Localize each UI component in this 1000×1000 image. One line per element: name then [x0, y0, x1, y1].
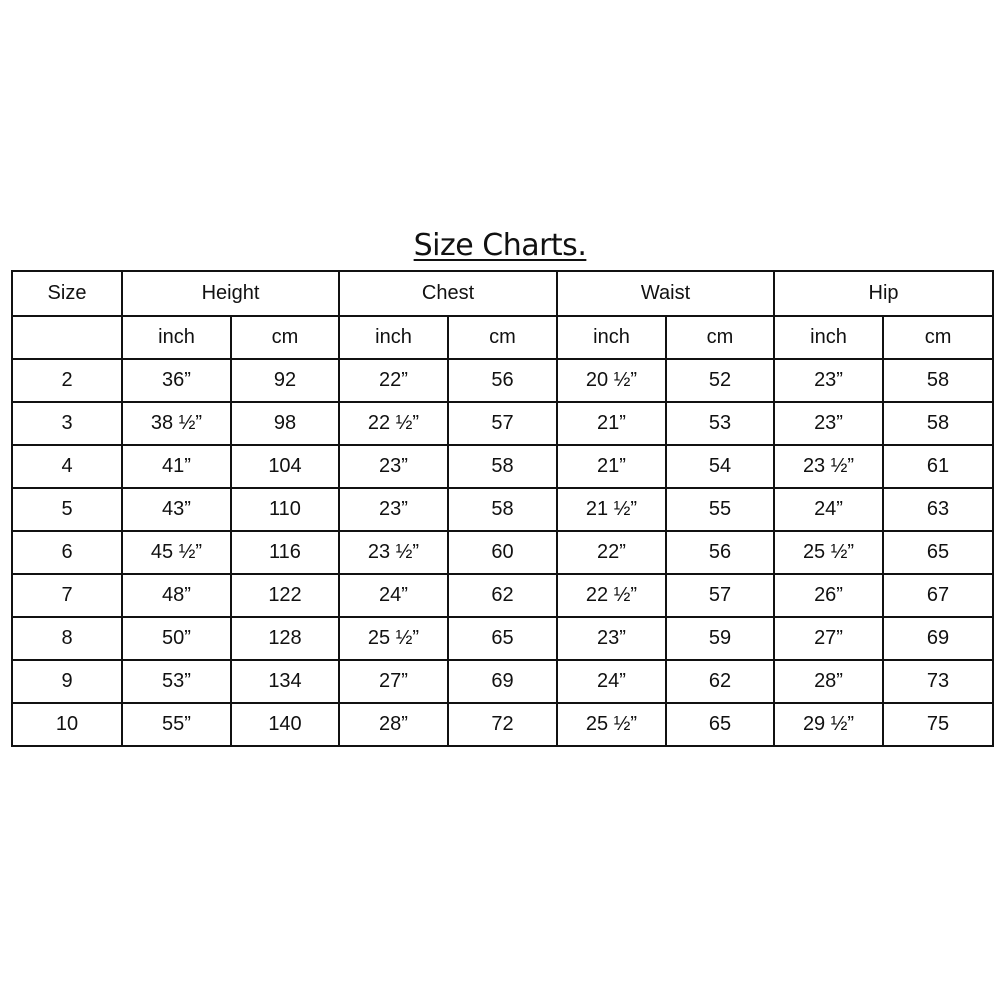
table-cell: 20 ½”: [557, 359, 666, 402]
table-cell: 65: [666, 703, 774, 746]
table-row: [12, 445, 993, 488]
table-row: [12, 703, 993, 746]
table-cell: 23”: [339, 445, 448, 488]
table-cell: 22”: [557, 531, 666, 574]
table-cell: 56: [666, 531, 774, 574]
table-cell: 53”: [122, 660, 231, 703]
table-cell: 73: [883, 660, 993, 703]
table-cell: 69: [448, 660, 557, 703]
table-cell: 54: [666, 445, 774, 488]
table-cell: 22 ½”: [557, 574, 666, 617]
size-cell: 7: [12, 574, 122, 617]
unit-cell: inch: [774, 316, 883, 359]
table-cell: 52: [666, 359, 774, 402]
unit-cell: inch: [339, 316, 448, 359]
table-cell: 23”: [774, 359, 883, 402]
header-height: Height: [122, 271, 339, 316]
table-cell: 58: [448, 445, 557, 488]
table-cell: 65: [448, 617, 557, 660]
table-cell: 60: [448, 531, 557, 574]
table-cell: 24”: [774, 488, 883, 531]
table-cell: 69: [883, 617, 993, 660]
table-cell: 27”: [774, 617, 883, 660]
unit-empty-cell: [12, 316, 122, 359]
table-cell: 36”: [122, 359, 231, 402]
header-size: Size: [12, 271, 122, 316]
table-cell: 29 ½”: [774, 703, 883, 746]
table-cell: 75: [883, 703, 993, 746]
table-cell: 58: [883, 402, 993, 445]
size-cell: 5: [12, 488, 122, 531]
unit-cell: cm: [883, 316, 993, 359]
table-cell: 104: [231, 445, 339, 488]
table-row: [12, 617, 993, 660]
table-cell: 62: [448, 574, 557, 617]
table-cell: 55”: [122, 703, 231, 746]
table-cell: 55: [666, 488, 774, 531]
table-cell: 92: [231, 359, 339, 402]
table-cell: 59: [666, 617, 774, 660]
table-cell: 45 ½”: [122, 531, 231, 574]
unit-cell: cm: [448, 316, 557, 359]
unit-cell: cm: [666, 316, 774, 359]
size-cell: 10: [12, 703, 122, 746]
table-cell: 22 ½”: [339, 402, 448, 445]
table-cell: 23”: [774, 402, 883, 445]
table-cell: 21”: [557, 445, 666, 488]
table-cell: 62: [666, 660, 774, 703]
table-cell: 61: [883, 445, 993, 488]
table-cell: 28”: [774, 660, 883, 703]
header-row: [12, 271, 993, 316]
table-cell: 57: [448, 402, 557, 445]
table-cell: 43”: [122, 488, 231, 531]
unit-cell: cm: [231, 316, 339, 359]
table-cell: 65: [883, 531, 993, 574]
table-row: [12, 359, 993, 402]
table-cell: 128: [231, 617, 339, 660]
table-cell: 56: [448, 359, 557, 402]
table-cell: 140: [231, 703, 339, 746]
table-cell: 122: [231, 574, 339, 617]
table-cell: 58: [448, 488, 557, 531]
table-cell: 38 ½”: [122, 402, 231, 445]
table-cell: 53: [666, 402, 774, 445]
table-cell: 98: [231, 402, 339, 445]
table-cell: 28”: [339, 703, 448, 746]
table-cell: 67: [883, 574, 993, 617]
size-chart-table: [11, 270, 994, 747]
table-cell: 58: [883, 359, 993, 402]
table-row: [12, 488, 993, 531]
table-cell: 25 ½”: [557, 703, 666, 746]
table-cell: 134: [231, 660, 339, 703]
table-cell: 25 ½”: [339, 617, 448, 660]
table-cell: 21”: [557, 402, 666, 445]
header-hip: Hip: [774, 271, 993, 316]
table-cell: 23”: [339, 488, 448, 531]
table-cell: 63: [883, 488, 993, 531]
unit-row: [12, 316, 993, 359]
table-cell: 24”: [339, 574, 448, 617]
size-cell: 9: [12, 660, 122, 703]
table-cell: 21 ½”: [557, 488, 666, 531]
table-cell: 57: [666, 574, 774, 617]
size-cell: 4: [12, 445, 122, 488]
size-cell: 3: [12, 402, 122, 445]
table-row: [12, 531, 993, 574]
table-cell: 24”: [557, 660, 666, 703]
table-row: [12, 660, 993, 703]
unit-cell: inch: [122, 316, 231, 359]
table-cell: 72: [448, 703, 557, 746]
table-cell: 110: [231, 488, 339, 531]
page-title: Size Charts.: [413, 228, 587, 263]
size-cell: 8: [12, 617, 122, 660]
table-row: [12, 574, 993, 617]
table-cell: 41”: [122, 445, 231, 488]
size-cell: 6: [12, 531, 122, 574]
table-cell: 26”: [774, 574, 883, 617]
unit-cell: inch: [557, 316, 666, 359]
table-cell: 50”: [122, 617, 231, 660]
size-cell: 2: [12, 359, 122, 402]
table-cell: 48”: [122, 574, 231, 617]
table-row: [12, 402, 993, 445]
table-cell: 27”: [339, 660, 448, 703]
table-cell: 25 ½”: [774, 531, 883, 574]
table-cell: 23 ½”: [774, 445, 883, 488]
table-cell: 116: [231, 531, 339, 574]
table-cell: 23”: [557, 617, 666, 660]
table-cell: 23 ½”: [339, 531, 448, 574]
header-chest: Chest: [339, 271, 557, 316]
table-cell: 22”: [339, 359, 448, 402]
header-waist: Waist: [557, 271, 774, 316]
